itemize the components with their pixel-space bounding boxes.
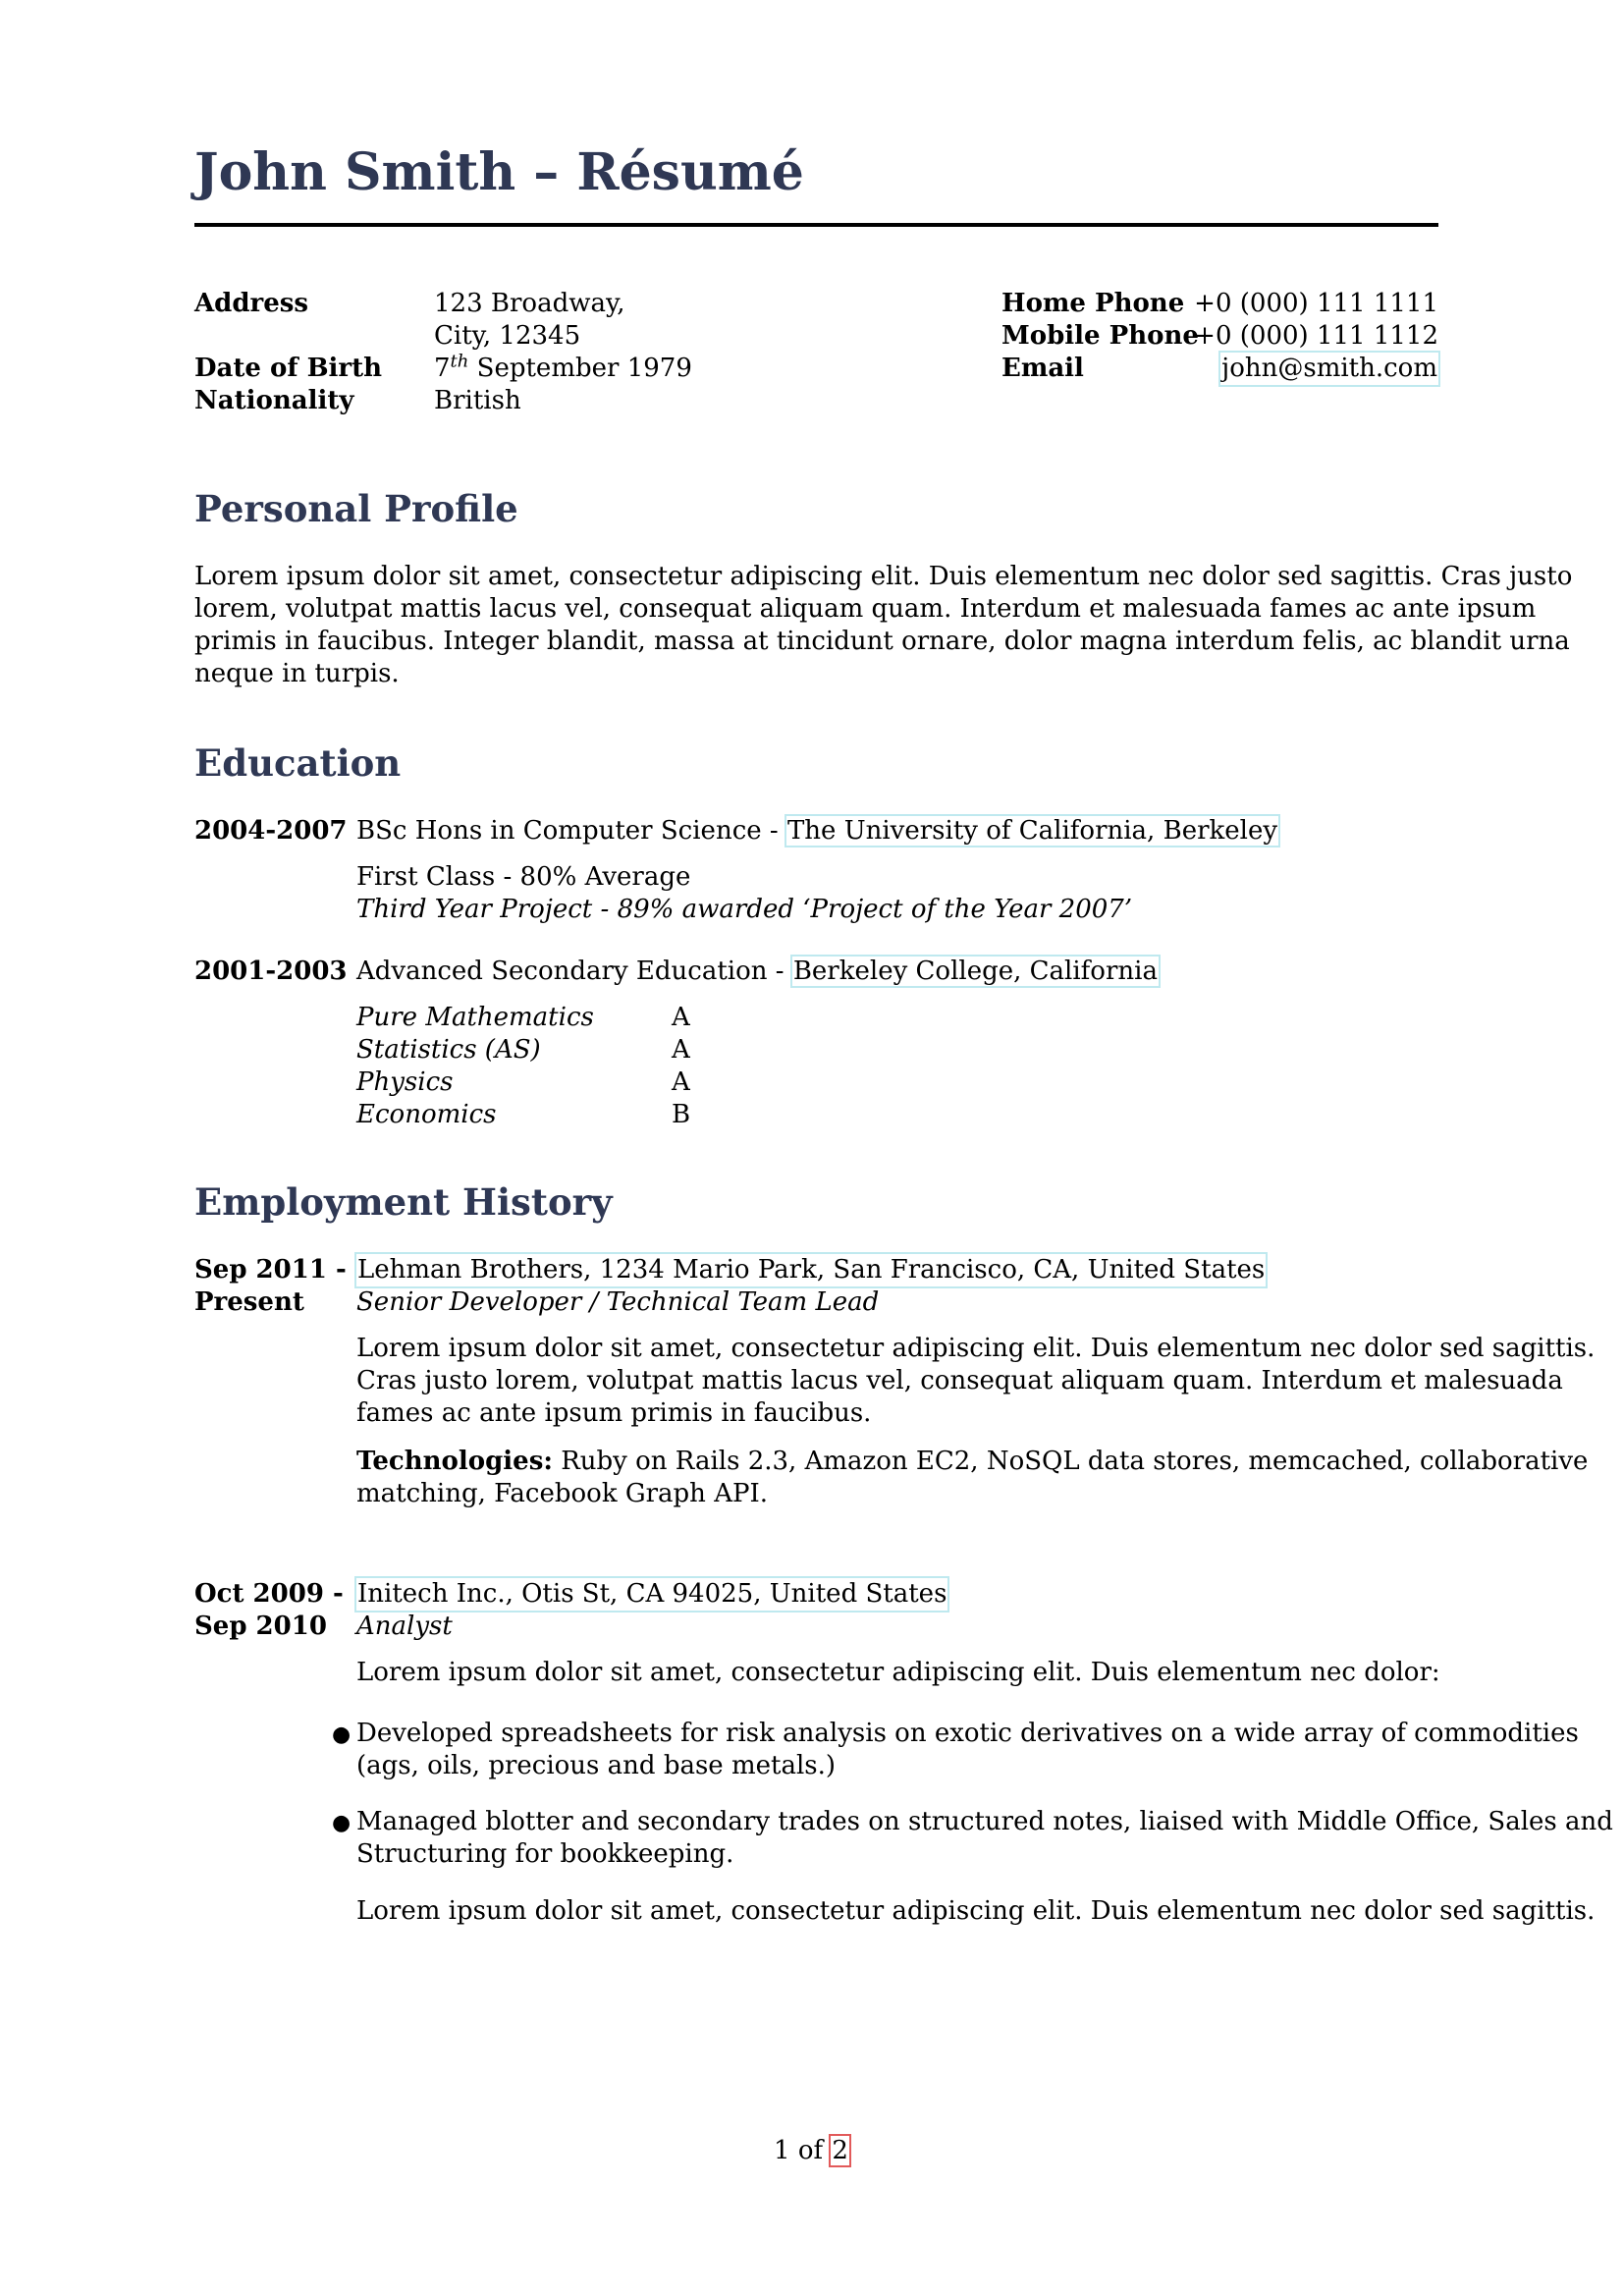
job-date-start: Sep 2011 - — [194, 1255, 347, 1285]
education-degree — [356, 815, 1278, 847]
institution-link[interactable]: Berkeley College, California — [792, 957, 1158, 986]
technologies-line: matching, Facebook Graph API. — [356, 1479, 768, 1508]
page-number-prefix: 1 of — [774, 2136, 832, 2165]
section-personal-profile: Personal Profile — [194, 487, 518, 530]
profile-line: neque in turpis. — [194, 659, 400, 688]
title-rule — [194, 223, 1438, 227]
section-employment-history: Employment History — [194, 1180, 613, 1224]
dob-value — [434, 353, 692, 385]
technologies-line: Ruby on Rails 2.3, Amazon EC2, NoSQL data stores, memcached, collaborative — [552, 1447, 1589, 1476]
job-intro: Lorem ipsum dolor sit amet, consectetur adipiscing elit. Duis elementum nec dolor: — [356, 1658, 1440, 1687]
mobile-phone-value: +0 (000) 111 1112 — [1194, 321, 1438, 351]
bullet-icon: ● — [332, 1722, 352, 1747]
institution-link[interactable]: The University of California, Berkeley — [786, 816, 1278, 846]
grade-value: A — [672, 1035, 690, 1065]
job-description-line: Lorem ipsum dolor sit amet, consectetur adipiscing elit. Duis elementum nec dolor sed sagittis. — [356, 1334, 1596, 1363]
list-item-line: Managed blotter and secondary trades on structured notes, liaised with Middle Office, Sales and — [356, 1807, 1613, 1836]
page-total-link[interactable]: 2 — [832, 2136, 848, 2165]
job-date-start: Oct 2009 - — [194, 1579, 344, 1609]
email-label: Email — [1001, 354, 1084, 383]
address-line-2: City, 12345 — [434, 321, 581, 351]
dob-label: Date of Birth — [194, 354, 383, 383]
nationality-label: Nationality — [194, 386, 354, 415]
degree-title: Advanced Secondary Education - — [356, 957, 792, 986]
job-role: Analyst — [356, 1612, 453, 1641]
address-line-1: 123 Broadway, — [434, 289, 625, 318]
dob-suffix: th — [450, 351, 469, 372]
grade-value: A — [672, 1067, 690, 1097]
job-description-line: fames ac ante ipsum primis in faucibus. — [356, 1398, 872, 1428]
bullet-icon: ● — [332, 1811, 352, 1835]
profile-paragraph — [194, 561, 1572, 690]
grade-value: A — [672, 1003, 690, 1032]
job-description-line: Cras justo lorem, volutpat mattis lacus vel, consequat aliquam quam. Interdum et malesuada — [356, 1366, 1563, 1395]
technologies-label: Technologies: — [356, 1447, 553, 1476]
list-item — [356, 1718, 1579, 1782]
profile-line: primis in faucibus. Integer blandit, massa at tincidunt ornare, dolor magna interdum felis, ac blandit urna — [194, 627, 1570, 656]
education-dates: 2004-2007 — [194, 816, 348, 846]
profile-line: lorem, volutpat mattis lacus vel, consequat aliquam quam. Interdum et malesuada fames ac ante ipsum — [194, 594, 1537, 624]
education-project: Third Year Project - 89% awarded ‘Project of the Year 2007’ — [356, 895, 1133, 924]
job-technologies — [356, 1446, 1588, 1510]
mobile-phone-label: Mobile Phone — [1001, 321, 1199, 351]
home-phone-label: Home Phone — [1001, 289, 1185, 318]
grade-subject: Pure Mathematics — [356, 1003, 594, 1032]
grade-subject: Statistics (AS) — [356, 1035, 541, 1065]
section-education: Education — [194, 741, 402, 785]
grade-subject: Economics — [356, 1100, 497, 1129]
dob-rest: September 1979 — [468, 354, 692, 383]
job-date-end: Present — [194, 1287, 304, 1317]
list-item-line: Developed spreadsheets for risk analysis on exotic derivatives on a wide array of commodities — [356, 1719, 1579, 1748]
email-link[interactable]: john@smith.com — [1221, 354, 1437, 383]
profile-line: Lorem ipsum dolor sit amet, consectetur adipiscing elit. Duis elementum nec dolor sed sagittis. Cras justo — [194, 562, 1573, 591]
employer-link[interactable]: Lehman Brothers, 1234 Mario Park, San Francisco, CA, United States — [357, 1255, 1266, 1285]
dob-day: 7 — [434, 354, 451, 383]
home-phone-value: +0 (000) 111 1111 — [1194, 289, 1438, 318]
job-date-end: Sep 2010 — [194, 1612, 327, 1641]
job-role: Senior Developer / Technical Team Lead — [356, 1287, 880, 1317]
job-closing: Lorem ipsum dolor sit amet, consectetur adipiscing elit. Duis elementum nec dolor sed sagittis. — [356, 1896, 1596, 1926]
list-item — [356, 1806, 1613, 1871]
degree-title: BSc Hons in Computer Science - — [356, 816, 786, 846]
job-description — [356, 1333, 1595, 1430]
address-label: Address — [194, 289, 309, 318]
employer-link[interactable]: Initech Inc., Otis St, CA 94025, United States — [357, 1579, 947, 1609]
page-title: John Smith – Résumé — [194, 142, 804, 202]
list-item-line: Structuring for bookkeeping. — [356, 1839, 734, 1869]
list-item-line: (ags, oils, precious and base metals.) — [356, 1751, 837, 1780]
page-number — [0, 2135, 1623, 2167]
education-result: First Class - 80% Average — [356, 862, 691, 892]
education-dates: 2001-2003 — [194, 957, 348, 986]
education-degree — [356, 956, 1159, 988]
grade-subject: Physics — [356, 1067, 454, 1097]
nationality-value: British — [434, 386, 521, 415]
grade-value: B — [672, 1100, 691, 1129]
